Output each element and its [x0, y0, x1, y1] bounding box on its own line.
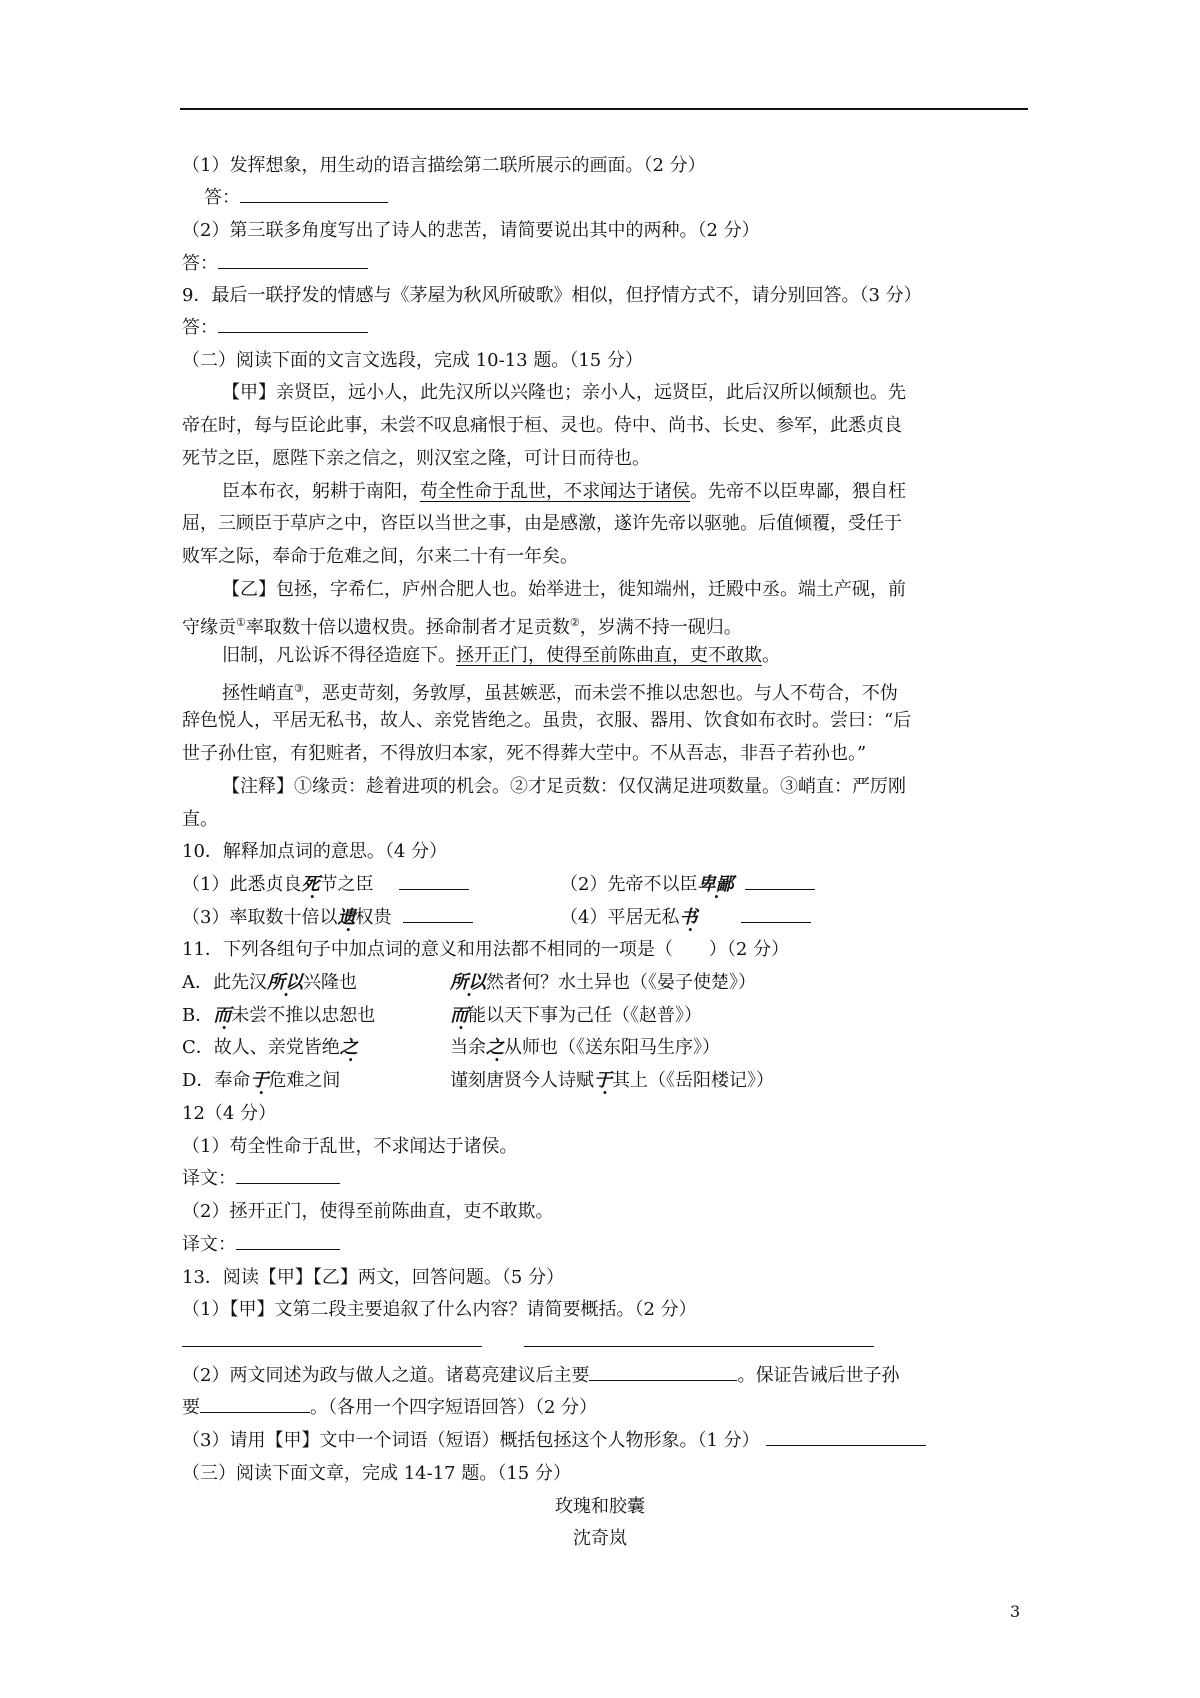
- answer-blank[interactable]: [766, 1429, 926, 1446]
- answer-blank[interactable]: [218, 316, 368, 333]
- answer-label: 答：: [182, 253, 218, 274]
- text-span: 。先帝不以臣卑鄙，猥自枉: [690, 481, 906, 502]
- text-span: 要: [182, 1397, 200, 1418]
- dotted-word: 于: [250, 1070, 269, 1091]
- page-number: 3: [1010, 1602, 1021, 1621]
- header-rule: [180, 108, 1028, 110]
- answer-line: [182, 252, 368, 276]
- answer-blank[interactable]: [589, 1364, 737, 1381]
- q11-option-d[interactable]: [182, 1069, 340, 1093]
- section3-title: （三）阅读下面文章，完成 14-17 题。（15 分）: [182, 1463, 571, 1484]
- q11-option-d-compare: [450, 1069, 774, 1093]
- text-span: （4）平居无私: [560, 907, 680, 928]
- text-span: 。: [762, 645, 780, 666]
- text-span: 危难之间: [268, 1070, 341, 1091]
- text-span: 。保证告诫后世子孙: [737, 1365, 900, 1386]
- q13-part2-line2: [182, 1396, 597, 1420]
- text-span: 能以天下事为己任（《赵普》）: [468, 1005, 702, 1026]
- text-span: 其上（《岳阳楼记》）: [612, 1070, 774, 1091]
- text-span: 拯性峭直: [222, 683, 294, 704]
- passage-yi-line: [182, 611, 742, 640]
- text-span: 权贵: [355, 907, 392, 928]
- q11-option-a-compare: [450, 971, 756, 995]
- q9: 9．最后一联抒发的情感与《茅屋为秋风所破歌》相似，但抒情方式不，请分别回答。（3 分）: [182, 285, 922, 306]
- answer-blank[interactable]: [218, 252, 368, 269]
- answer-blank[interactable]: [200, 1396, 310, 1413]
- text-span: 臣本布衣，躬耕于南阳，: [222, 481, 420, 502]
- passage-jia-line: 死节之臣，愿陛下亲之信之，则汉室之隆，可计日而待也。: [182, 448, 650, 469]
- passage-yi-line: 辞色悦人，平居无私书，故人、亲党皆绝之。虽贵，衣服、器用、饮食如布衣时。尝曰：“后: [182, 710, 912, 731]
- q10-item-4: [560, 906, 811, 930]
- text-span: 守缘贡: [182, 617, 236, 638]
- q11-option-b[interactable]: [182, 1004, 375, 1028]
- q10-item-3: [182, 906, 473, 930]
- text-span: C．故人、亲党皆绝: [182, 1037, 340, 1058]
- article-author: 沈奇岚: [573, 1528, 627, 1549]
- q12-title: 12（4 分）: [182, 1103, 277, 1124]
- answer-label: 答：: [182, 317, 218, 338]
- text-span: （1）此悉贞良: [182, 874, 302, 895]
- text-span: 未尝不推以忠恕也: [231, 1005, 376, 1026]
- answer-line: [204, 186, 388, 210]
- translation-line: [182, 1233, 340, 1257]
- text-span: 。（各用一个四字短语回答）（2 分）: [310, 1397, 598, 1418]
- text-span: A．此先汉: [182, 972, 267, 993]
- article-title: 玫瑰和胶囊: [555, 1496, 645, 1517]
- passage-jia-line: 败军之际，奉命于危难之间，尔来二十有一年矣。: [182, 546, 578, 567]
- answer-blank[interactable]: [236, 1233, 340, 1250]
- text-span: 谨刻唐贤今人诗赋: [450, 1070, 594, 1091]
- q10-item-2: [560, 873, 815, 897]
- text-span: 节之臣: [319, 874, 374, 895]
- q11-option-c-compare: [450, 1036, 720, 1060]
- text-span: 率取数十倍以遗权贵。拯命制者才足贡数: [245, 617, 570, 638]
- notes-line: 【注释】①缘贡：趁着进项的机会。②才足贡数：仅仅满足进项数量。③峭直：严厉刚: [222, 776, 906, 797]
- text-span: （2）先帝不以臣: [560, 874, 698, 895]
- translation-label: 译文：: [182, 1234, 236, 1255]
- text-span: （2）两文同述为政与做人之道。诸葛亮建议后主要: [182, 1365, 590, 1386]
- underlined-sentence: 拯开正门，使得至前陈曲直，吏不敢欺: [456, 645, 762, 666]
- footnote-mark: ③: [294, 682, 304, 695]
- dotted-word: 所以: [450, 972, 486, 993]
- passage-jia-line: 【甲】亲贤臣，远小人，此先汉所以兴隆也；亲小人，远贤臣，此后汉所以倾颓也。先: [222, 382, 906, 403]
- dotted-word: 书: [679, 907, 698, 928]
- passage-jia-line: 屈，三顾臣于草庐之中，咨臣以当世之事，由是感激，遂许先帝以驱驰。后值倾覆，受任于: [182, 513, 902, 534]
- dotted-word: 之: [339, 1037, 358, 1058]
- passage-yi-line: 世子孙仕宦，有犯赃者，不得放归本家，死不得葬大茔中。不从吾志，非吾子若孙也。”: [182, 743, 867, 764]
- q8-part1: （1）发挥想象，用生动的语言描绘第二联所展示的画面。（2 分）: [182, 155, 706, 176]
- text-span: ，岁满不持一砚归。: [579, 617, 742, 638]
- q11-option-a[interactable]: [182, 971, 357, 995]
- q10-item-1: [182, 873, 469, 897]
- underlined-sentence: 苟全性命于乱世，不求闻达于诸侯: [420, 481, 690, 502]
- text-span: 旧制，凡讼诉不得径造庭下。: [222, 645, 456, 666]
- passage-jia-line: 帝在时，每与臣论此事，未尝不叹息痛恨于桓、灵也。侍中、尚书、长史、参军，此悉贞良: [182, 415, 902, 436]
- text-span: B．: [182, 1005, 214, 1026]
- answer-blank[interactable]: [745, 873, 815, 890]
- dotted-word: 之: [486, 1037, 504, 1058]
- q11-title: 11．下列各组句子中加点词的意义和用法都不相同的一项是（ ）（2 分）: [182, 939, 790, 960]
- q13-title: 13．阅读【甲】【乙】两文，回答问题。（5 分）: [182, 1267, 565, 1288]
- answer-label: 答：: [204, 187, 240, 208]
- dotted-word: 而: [450, 1005, 468, 1026]
- q8-part2: （2）第三联多角度写出了诗人的悲苦，请简要说出其中的两种。（2 分）: [182, 220, 760, 241]
- answer-rule[interactable]: [524, 1346, 874, 1347]
- dotted-word: 卑鄙: [697, 874, 734, 895]
- footnote-mark: ①: [236, 616, 246, 629]
- dotted-word: 而: [213, 1005, 232, 1026]
- passage-yi-line: 【乙】包拯，字希仁，庐州合肥人也。始举进士，徙知端州，迁殿中丞。端土产砚，前: [222, 579, 906, 600]
- text-span: 当余: [450, 1037, 486, 1058]
- translation-label: 译文：: [182, 1168, 236, 1189]
- footnote-mark: ②: [569, 616, 580, 629]
- notes-line: 直。: [182, 809, 218, 830]
- q11-option-b-compare: [450, 1004, 702, 1028]
- answer-blank[interactable]: [240, 186, 388, 203]
- q11-option-c[interactable]: [182, 1036, 358, 1060]
- dotted-word: 死: [301, 874, 320, 895]
- dotted-word: 所以: [267, 972, 303, 993]
- q12-sentence-1: （1）苟全性命于乱世，不求闻达于诸侯。: [182, 1136, 518, 1157]
- dotted-word: 于: [594, 1070, 612, 1091]
- answer-blank[interactable]: [236, 1167, 340, 1184]
- text-span: D．奉命: [182, 1070, 251, 1091]
- text-span: 从师也（《送东阳马生序》）: [504, 1037, 720, 1058]
- q13-part3: [182, 1429, 926, 1453]
- section2-title: （二）阅读下面的文言文选段，完成 10-13 题。（15 分）: [182, 350, 643, 371]
- answer-rule[interactable]: [182, 1346, 482, 1347]
- answer-line: [182, 316, 368, 340]
- q13-part1: （1）【甲】文第二段主要追叙了什么内容？请简要概括。（2 分）: [182, 1299, 697, 1320]
- translation-line: [182, 1167, 340, 1191]
- text-span: ，恶吏苛刻，务敦厚，虽甚嫉恶，而未尝不推以忠恕也。与人不苟合，不伪: [303, 683, 898, 704]
- q13-part2-line1: [182, 1364, 899, 1388]
- text-span: 兴隆也: [303, 972, 357, 993]
- passage-jia-line: [222, 480, 906, 504]
- q12-sentence-2: （2）拯开正门，使得至前陈曲直，吏不敢欺。: [182, 1201, 554, 1222]
- q10-title: 10．解释加点词的意思。（4 分）: [182, 841, 448, 862]
- answer-blank[interactable]: [403, 906, 473, 923]
- answer-blank[interactable]: [741, 906, 811, 923]
- dotted-word: 遗: [337, 907, 356, 928]
- answer-blank[interactable]: [399, 873, 469, 890]
- text-span: （3）请用【甲】文中一个词语（短语）概括包拯这个人物形象。（1 分）: [182, 1430, 760, 1451]
- text-span: 然者何？水土异也（《晏子使楚》）: [486, 972, 756, 993]
- passage-yi-line: [222, 677, 898, 706]
- passage-yi-line: [222, 644, 780, 668]
- text-span: （3）率取数十倍以: [182, 907, 338, 928]
